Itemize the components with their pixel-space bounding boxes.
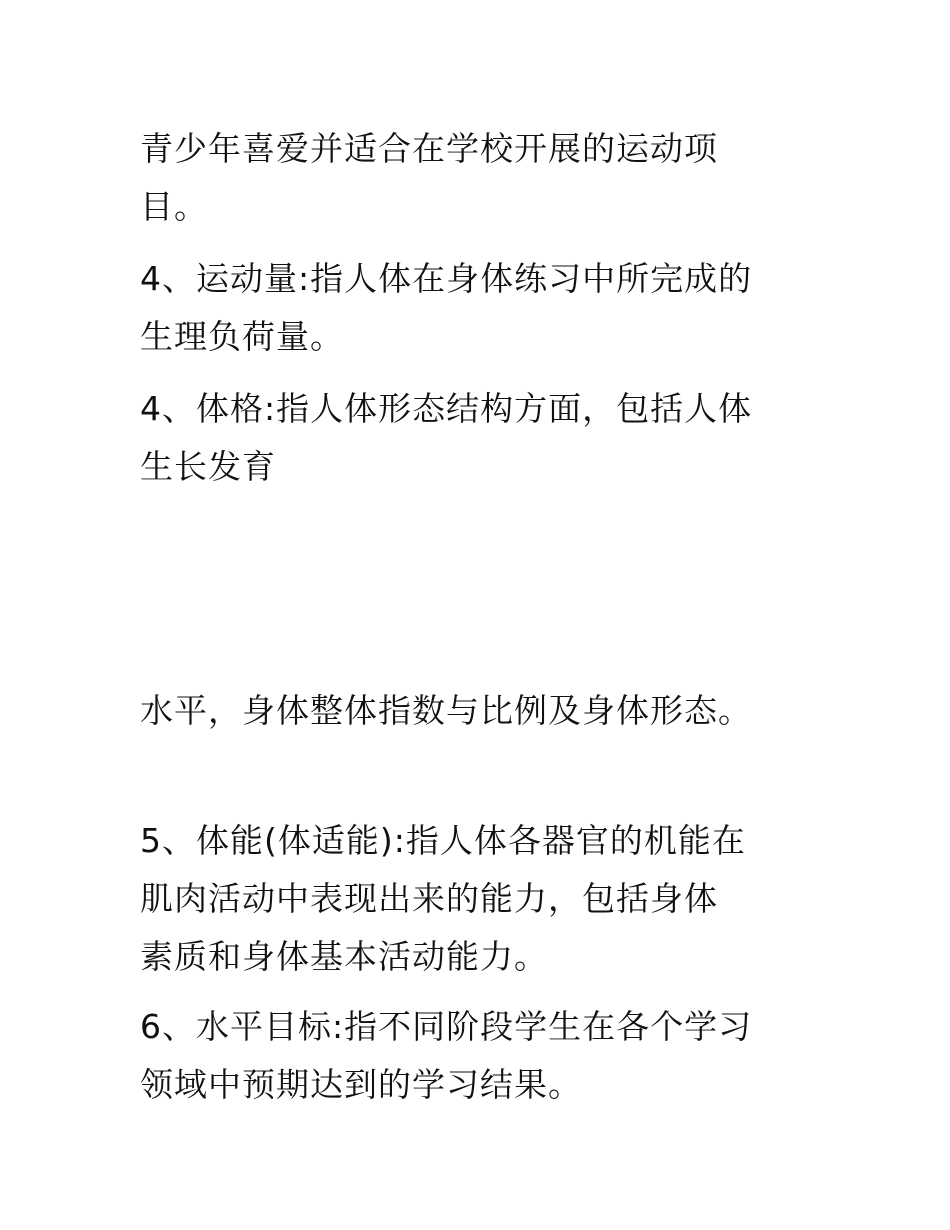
paragraph-sports-items <box>140 120 830 236</box>
text-line: 6、水平目标:指不同阶段学生在各个学习 <box>140 1007 753 1046</box>
text-line: 素质和身体基本活动能力。 <box>140 937 548 976</box>
paragraph-physique-continued <box>140 682 830 740</box>
paragraph-physique <box>140 380 830 496</box>
text-line: 生长发育 <box>140 447 276 486</box>
paragraph-level-goals <box>140 998 830 1114</box>
paragraph-exercise-load <box>140 250 830 366</box>
text-line: 生理负荷量。 <box>140 317 344 356</box>
text-line: 4、体格:指人体形态结构方面，包括人体 <box>140 389 753 428</box>
text-line: 5、体能(体适能):指人体各器官的机能在 <box>140 821 746 860</box>
text-line: 肌肉活动中表现出来的能力，包括身体 <box>140 879 718 918</box>
paragraph-physical-fitness <box>140 812 830 986</box>
text-line: 领域中预期达到的学习结果。 <box>140 1065 582 1104</box>
text-line: 目。 <box>140 187 208 226</box>
text-line: 4、运动量:指人体在身体练习中所完成的 <box>140 259 753 298</box>
text-line: 青少年喜爱并适合在学校开展的运动项 <box>140 129 718 168</box>
text-line: 水平，身体整体指数与比例及身体形态。 <box>140 691 752 730</box>
